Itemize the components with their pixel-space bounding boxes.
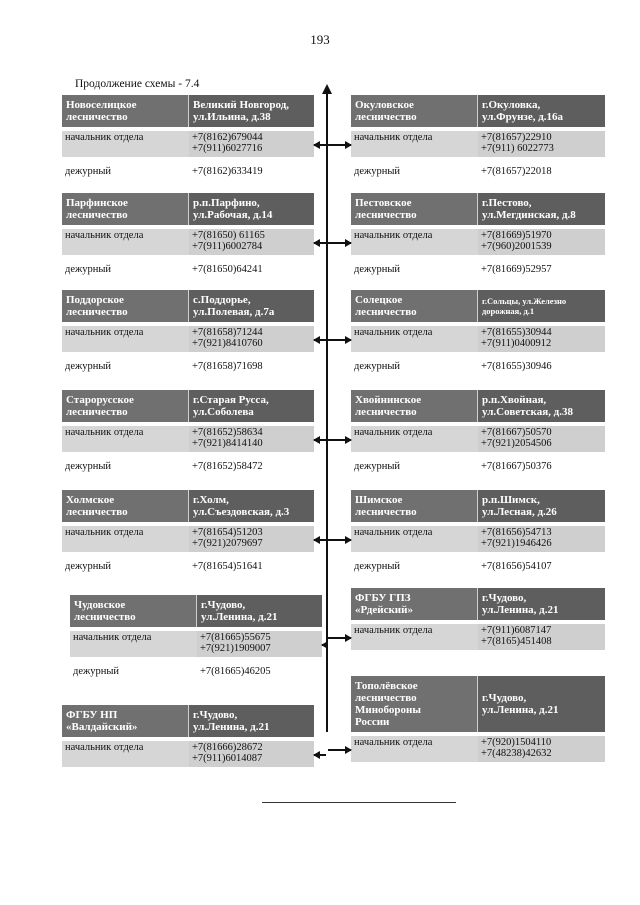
forestry-name: ФГБУ НП «Валдайский» bbox=[62, 705, 189, 737]
left-connector-arrow-5 bbox=[321, 641, 328, 649]
head-phones: +7(81658)71244 +7(921)8410760 bbox=[189, 326, 314, 352]
duty-label: дежурный bbox=[65, 166, 112, 177]
duty-label: дежурный bbox=[65, 361, 112, 372]
left-connector-arrow-0 bbox=[313, 141, 320, 149]
head-phones: +7(81669)51970 +7(960)2001539 bbox=[478, 229, 605, 255]
left-duty-row-0 bbox=[62, 165, 314, 178]
head-phones: +7(920)1504110 +7(48238)42632 bbox=[478, 736, 605, 762]
left-head-row-0 bbox=[62, 131, 314, 157]
left-duty-row-1 bbox=[62, 263, 314, 276]
duty-phone: +7(81665)46205 bbox=[200, 666, 271, 677]
right-head-row-5 bbox=[351, 624, 605, 650]
duty-phone: +7(81669)52957 bbox=[481, 264, 552, 275]
head-phones: +7(81657)22910 +7(911) 6022773 bbox=[478, 131, 605, 157]
forestry-name: Шимское лесничество bbox=[351, 490, 478, 522]
head-label: начальник отдела bbox=[351, 736, 478, 762]
left-head-row-3 bbox=[62, 426, 314, 452]
right-duty-row-1 bbox=[351, 263, 605, 276]
duty-phone: +7(81656)54107 bbox=[481, 561, 552, 572]
forestry-name: Тополёвское лесничество Минобороны России bbox=[351, 676, 478, 732]
right-head-row-3 bbox=[351, 426, 605, 452]
head-label: начальник отдела bbox=[70, 631, 197, 657]
left-duty-row-5 bbox=[70, 665, 322, 678]
left-connector-arrow-1 bbox=[313, 239, 320, 247]
right-connector-arrow-2 bbox=[345, 336, 352, 344]
head-phones: +7(8162)679044 +7(911)6027716 bbox=[189, 131, 314, 157]
left-duty-row-2 bbox=[62, 360, 314, 373]
right-head-row-0 bbox=[351, 131, 605, 157]
duty-phone: +7(81658)71698 bbox=[192, 361, 263, 372]
forestry-address: г.Окуловка, ул.Фрунзе, д.16а bbox=[478, 95, 605, 127]
forestry-address: р.п.Парфино, ул.Рабочая, д.14 bbox=[189, 193, 314, 225]
right-forestry-header-5 bbox=[351, 588, 605, 620]
bottom-rule bbox=[262, 802, 456, 803]
left-forestry-header-4 bbox=[62, 490, 314, 522]
right-forestry-header-0 bbox=[351, 95, 605, 127]
forestry-name: Хвойнинское лесничество bbox=[351, 390, 478, 422]
head-label: начальник отдела bbox=[351, 526, 478, 552]
right-forestry-header-1 bbox=[351, 193, 605, 225]
left-connector-arrow-6 bbox=[313, 751, 320, 759]
right-head-row-6 bbox=[351, 736, 605, 762]
forestry-address: р.п.Шимск, ул.Лесная, д.26 bbox=[478, 490, 605, 522]
head-label: начальник отдела bbox=[62, 426, 189, 452]
head-label: начальник отдела bbox=[62, 326, 189, 352]
head-label: начальник отдела bbox=[351, 326, 478, 352]
head-phones: +7(911)6087147 +7(8165)451408 bbox=[478, 624, 605, 650]
duty-label: дежурный bbox=[65, 461, 112, 472]
right-connector-arrow-0 bbox=[345, 141, 352, 149]
right-connector-arrow-6 bbox=[345, 746, 352, 754]
left-head-row-6 bbox=[62, 741, 314, 767]
right-forestry-header-6 bbox=[351, 676, 605, 732]
forestry-name: Поддорское лесничество bbox=[62, 290, 189, 322]
left-head-row-2 bbox=[62, 326, 314, 352]
duty-label: дежурный bbox=[354, 361, 401, 372]
left-duty-row-3 bbox=[62, 460, 314, 473]
right-duty-row-3 bbox=[351, 460, 605, 473]
head-label: начальник отдела bbox=[62, 229, 189, 255]
head-phones: +7(81654)51203 +7(921)2079697 bbox=[189, 526, 314, 552]
right-forestry-header-4 bbox=[351, 490, 605, 522]
head-label: начальник отдела bbox=[351, 131, 478, 157]
duty-label: дежурный bbox=[65, 264, 112, 275]
forestry-name: Окуловское лесничество bbox=[351, 95, 478, 127]
duty-phone: +7(81657)22018 bbox=[481, 166, 552, 177]
head-phones: +7(81666)28672 +7(911)6014087 bbox=[189, 741, 314, 767]
duty-label: дежурный bbox=[354, 561, 401, 572]
duty-label: дежурный bbox=[65, 561, 112, 572]
right-head-row-1 bbox=[351, 229, 605, 255]
duty-phone: +7(81650)64241 bbox=[192, 264, 263, 275]
head-phones: +7(81652)58634 +7(921)8414140 bbox=[189, 426, 314, 452]
forestry-address: г.Пестово, ул.Мегдинская, д.8 bbox=[478, 193, 605, 225]
forestry-name: Пестовское лесничество bbox=[351, 193, 478, 225]
forestry-name: Холмское лесничество bbox=[62, 490, 189, 522]
right-connector-arrow-1 bbox=[345, 239, 352, 247]
left-forestry-header-5 bbox=[70, 595, 322, 627]
left-head-row-1 bbox=[62, 229, 314, 255]
right-duty-row-2 bbox=[351, 360, 605, 373]
forestry-name: Солецкое лесничество bbox=[351, 290, 478, 322]
forestry-address: г.Чудово, ул.Ленина, д.21 bbox=[197, 595, 322, 627]
vertical-connector-line bbox=[326, 92, 328, 732]
forestry-address: г.Сольцы, ул.Железно дорожная, д.1 bbox=[478, 290, 605, 322]
head-label: начальник отдела bbox=[62, 131, 189, 157]
scheme-caption: Продолжение схемы - 7.4 bbox=[75, 78, 200, 90]
duty-label: дежурный bbox=[354, 264, 401, 275]
right-head-row-2 bbox=[351, 326, 605, 352]
duty-phone: +7(81667)50376 bbox=[481, 461, 552, 472]
forestry-address: г.Старая Русса, ул.Соболева bbox=[189, 390, 314, 422]
head-label: начальник отдела bbox=[351, 426, 478, 452]
forestry-name: Старорусское лесничество bbox=[62, 390, 189, 422]
forestry-name: Парфинское лесничество bbox=[62, 193, 189, 225]
left-connector-arrow-3 bbox=[313, 436, 320, 444]
left-forestry-header-0 bbox=[62, 95, 314, 127]
forestry-address: р.п.Хвойная, ул.Советская, д.38 bbox=[478, 390, 605, 422]
left-duty-row-4 bbox=[62, 560, 314, 573]
head-phones: +7(81655)30944 +7(911)0400912 bbox=[478, 326, 605, 352]
duty-phone: +7(81655)30946 bbox=[481, 361, 552, 372]
left-head-row-4 bbox=[62, 526, 314, 552]
forestry-address: с.Поддорье, ул.Полевая, д.7а bbox=[189, 290, 314, 322]
right-duty-row-0 bbox=[351, 165, 605, 178]
duty-label: дежурный bbox=[354, 461, 401, 472]
right-connector-arrow-5 bbox=[345, 634, 352, 642]
head-label: начальник отдела bbox=[62, 526, 189, 552]
right-forestry-header-3 bbox=[351, 390, 605, 422]
duty-phone: +7(8162)633419 bbox=[192, 166, 263, 177]
duty-phone: +7(81652)58472 bbox=[192, 461, 263, 472]
head-phones: +7(81665)55675 +7(921)1909007 bbox=[197, 631, 322, 657]
left-forestry-header-3 bbox=[62, 390, 314, 422]
head-label: начальник отдела bbox=[62, 741, 189, 767]
page-number: 193 bbox=[310, 32, 330, 47]
left-forestry-header-6 bbox=[62, 705, 314, 737]
forestry-address: г.Холм, ул.Съездовская, д.3 bbox=[189, 490, 314, 522]
head-phones: +7(81667)50570 +7(921)2054506 bbox=[478, 426, 605, 452]
left-connector-arrow-2 bbox=[313, 336, 320, 344]
head-phones: +7(81656)54713 +7(921)1946426 bbox=[478, 526, 605, 552]
right-head-row-4 bbox=[351, 526, 605, 552]
forestry-name: Новоселицкое лесничество bbox=[62, 95, 189, 127]
right-connector-arrow-3 bbox=[345, 436, 352, 444]
right-forestry-header-2 bbox=[351, 290, 605, 322]
left-head-row-5 bbox=[70, 631, 322, 657]
forestry-address: Великий Новгород, ул.Ильина, д.38 bbox=[189, 95, 314, 127]
head-label: начальник отдела bbox=[351, 624, 478, 650]
duty-label: дежурный bbox=[354, 166, 401, 177]
forestry-name: ФГБУ ГПЗ «Рдейский» bbox=[351, 588, 478, 620]
right-connector-arrow-4 bbox=[345, 536, 352, 544]
forestry-address: г.Чудово, ул.Ленина, д.21 bbox=[478, 588, 605, 620]
head-label: начальник отдела bbox=[351, 229, 478, 255]
forestry-address: г.Чудово, ул.Ленина, д.21 bbox=[478, 676, 605, 732]
duty-label: дежурный bbox=[73, 666, 120, 677]
forestry-address: г.Чудово, ул.Ленина, д.21 bbox=[189, 705, 314, 737]
head-phones: +7(81650) 61165 +7(911)6002784 bbox=[189, 229, 314, 255]
right-duty-row-4 bbox=[351, 560, 605, 573]
duty-phone: +7(81654)51641 bbox=[192, 561, 263, 572]
forestry-name: Чудовское лесничество bbox=[70, 595, 197, 627]
left-forestry-header-2 bbox=[62, 290, 314, 322]
left-connector-arrow-4 bbox=[313, 536, 320, 544]
left-forestry-header-1 bbox=[62, 193, 314, 225]
